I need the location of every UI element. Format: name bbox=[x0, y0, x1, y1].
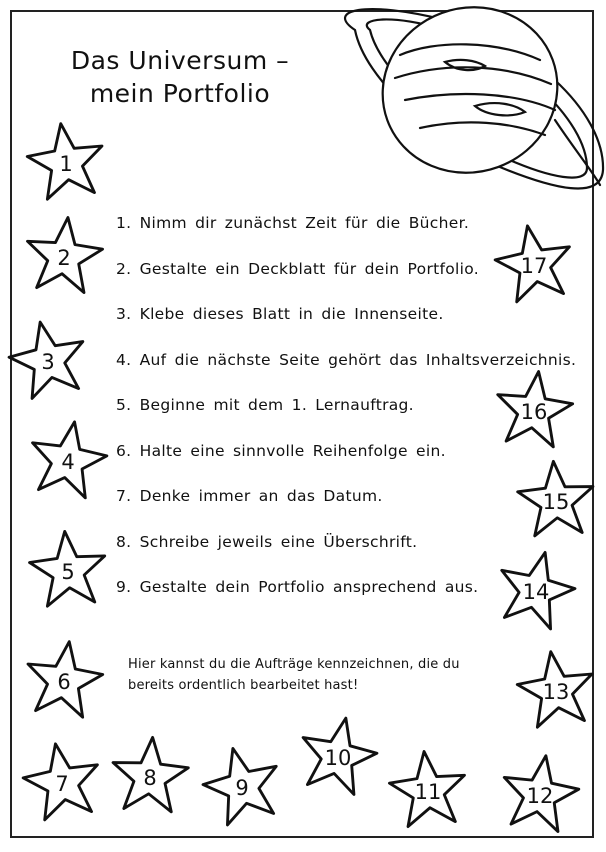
task-item: 4. Auf die nächste Seite gehört das Inhaltsverzeichnis. bbox=[116, 350, 577, 369]
star-number: 12 bbox=[526, 784, 554, 808]
task-item: 2. Gestalte ein Deckblatt für dein Portfolio. bbox=[116, 259, 479, 278]
star-number: 4 bbox=[61, 450, 75, 474]
star-number: 8 bbox=[143, 766, 157, 790]
star-checkbox-11[interactable] bbox=[384, 748, 472, 830]
star-checkbox-13[interactable] bbox=[512, 648, 600, 730]
star-checkbox-8[interactable] bbox=[106, 734, 194, 816]
star-number: 16 bbox=[520, 400, 548, 424]
star-number: 2 bbox=[57, 246, 71, 270]
star-checkbox-6[interactable] bbox=[20, 638, 108, 720]
star-number: 9 bbox=[235, 776, 249, 800]
star-checkbox-12[interactable] bbox=[496, 752, 584, 834]
star-checkbox-1[interactable] bbox=[22, 120, 110, 202]
star-checkbox-17[interactable] bbox=[490, 222, 578, 304]
task-item: 1. Nimm dir zunächst Zeit für die Bücher. bbox=[116, 214, 470, 232]
star-checkbox-9[interactable] bbox=[198, 744, 286, 826]
instruction-note bbox=[128, 654, 508, 696]
star-number: 10 bbox=[324, 746, 352, 770]
title-line-1: Das Universum – bbox=[70, 46, 290, 75]
star-checkbox-5[interactable] bbox=[24, 528, 112, 610]
star-checkbox-3[interactable] bbox=[4, 318, 92, 400]
note-line-2: bereits ordentlich bearbeitet hast! bbox=[128, 678, 359, 693]
star-checkbox-4[interactable] bbox=[24, 418, 112, 500]
task-item: 5. Beginne mit dem 1. Lernauftrag. bbox=[116, 396, 414, 414]
star-checkbox-15[interactable] bbox=[512, 458, 600, 540]
task-item: 7. Denke immer an das Datum. bbox=[116, 487, 383, 505]
title-line-2: mein Portfolio bbox=[89, 79, 271, 108]
star-checkbox-7[interactable] bbox=[18, 740, 106, 822]
task-item: 6. Halte eine sinnvolle Reihenfolge ein. bbox=[116, 441, 446, 460]
planet-drawing bbox=[325, 0, 606, 200]
task-item: 8. Schreibe jeweils eine Überschrift. bbox=[116, 532, 418, 551]
star-number: 6 bbox=[57, 670, 71, 694]
star-checkbox-2[interactable] bbox=[20, 214, 108, 296]
task-item: 3. Klebe dieses Blatt in die Innenseite. bbox=[116, 305, 444, 323]
star-number: 17 bbox=[520, 254, 548, 278]
note-line-1: Hier kannst du die Aufträge kennzeichnen, die du bbox=[128, 657, 460, 672]
star-number: 5 bbox=[61, 560, 75, 584]
star-number: 15 bbox=[542, 490, 570, 514]
task-item: 9. Gestalte dein Portfolio ansprechend aus. bbox=[116, 578, 479, 596]
star-number: 13 bbox=[542, 680, 570, 704]
star-checkbox-14[interactable] bbox=[492, 548, 580, 630]
star-number: 14 bbox=[522, 580, 550, 604]
star-number: 1 bbox=[59, 152, 73, 176]
page-title bbox=[0, 44, 360, 110]
star-number: 11 bbox=[414, 780, 442, 804]
star-number: 3 bbox=[41, 350, 55, 374]
star-checkbox-10[interactable] bbox=[294, 714, 382, 796]
star-number: 7 bbox=[55, 772, 69, 796]
star-checkbox-16[interactable] bbox=[490, 368, 578, 450]
